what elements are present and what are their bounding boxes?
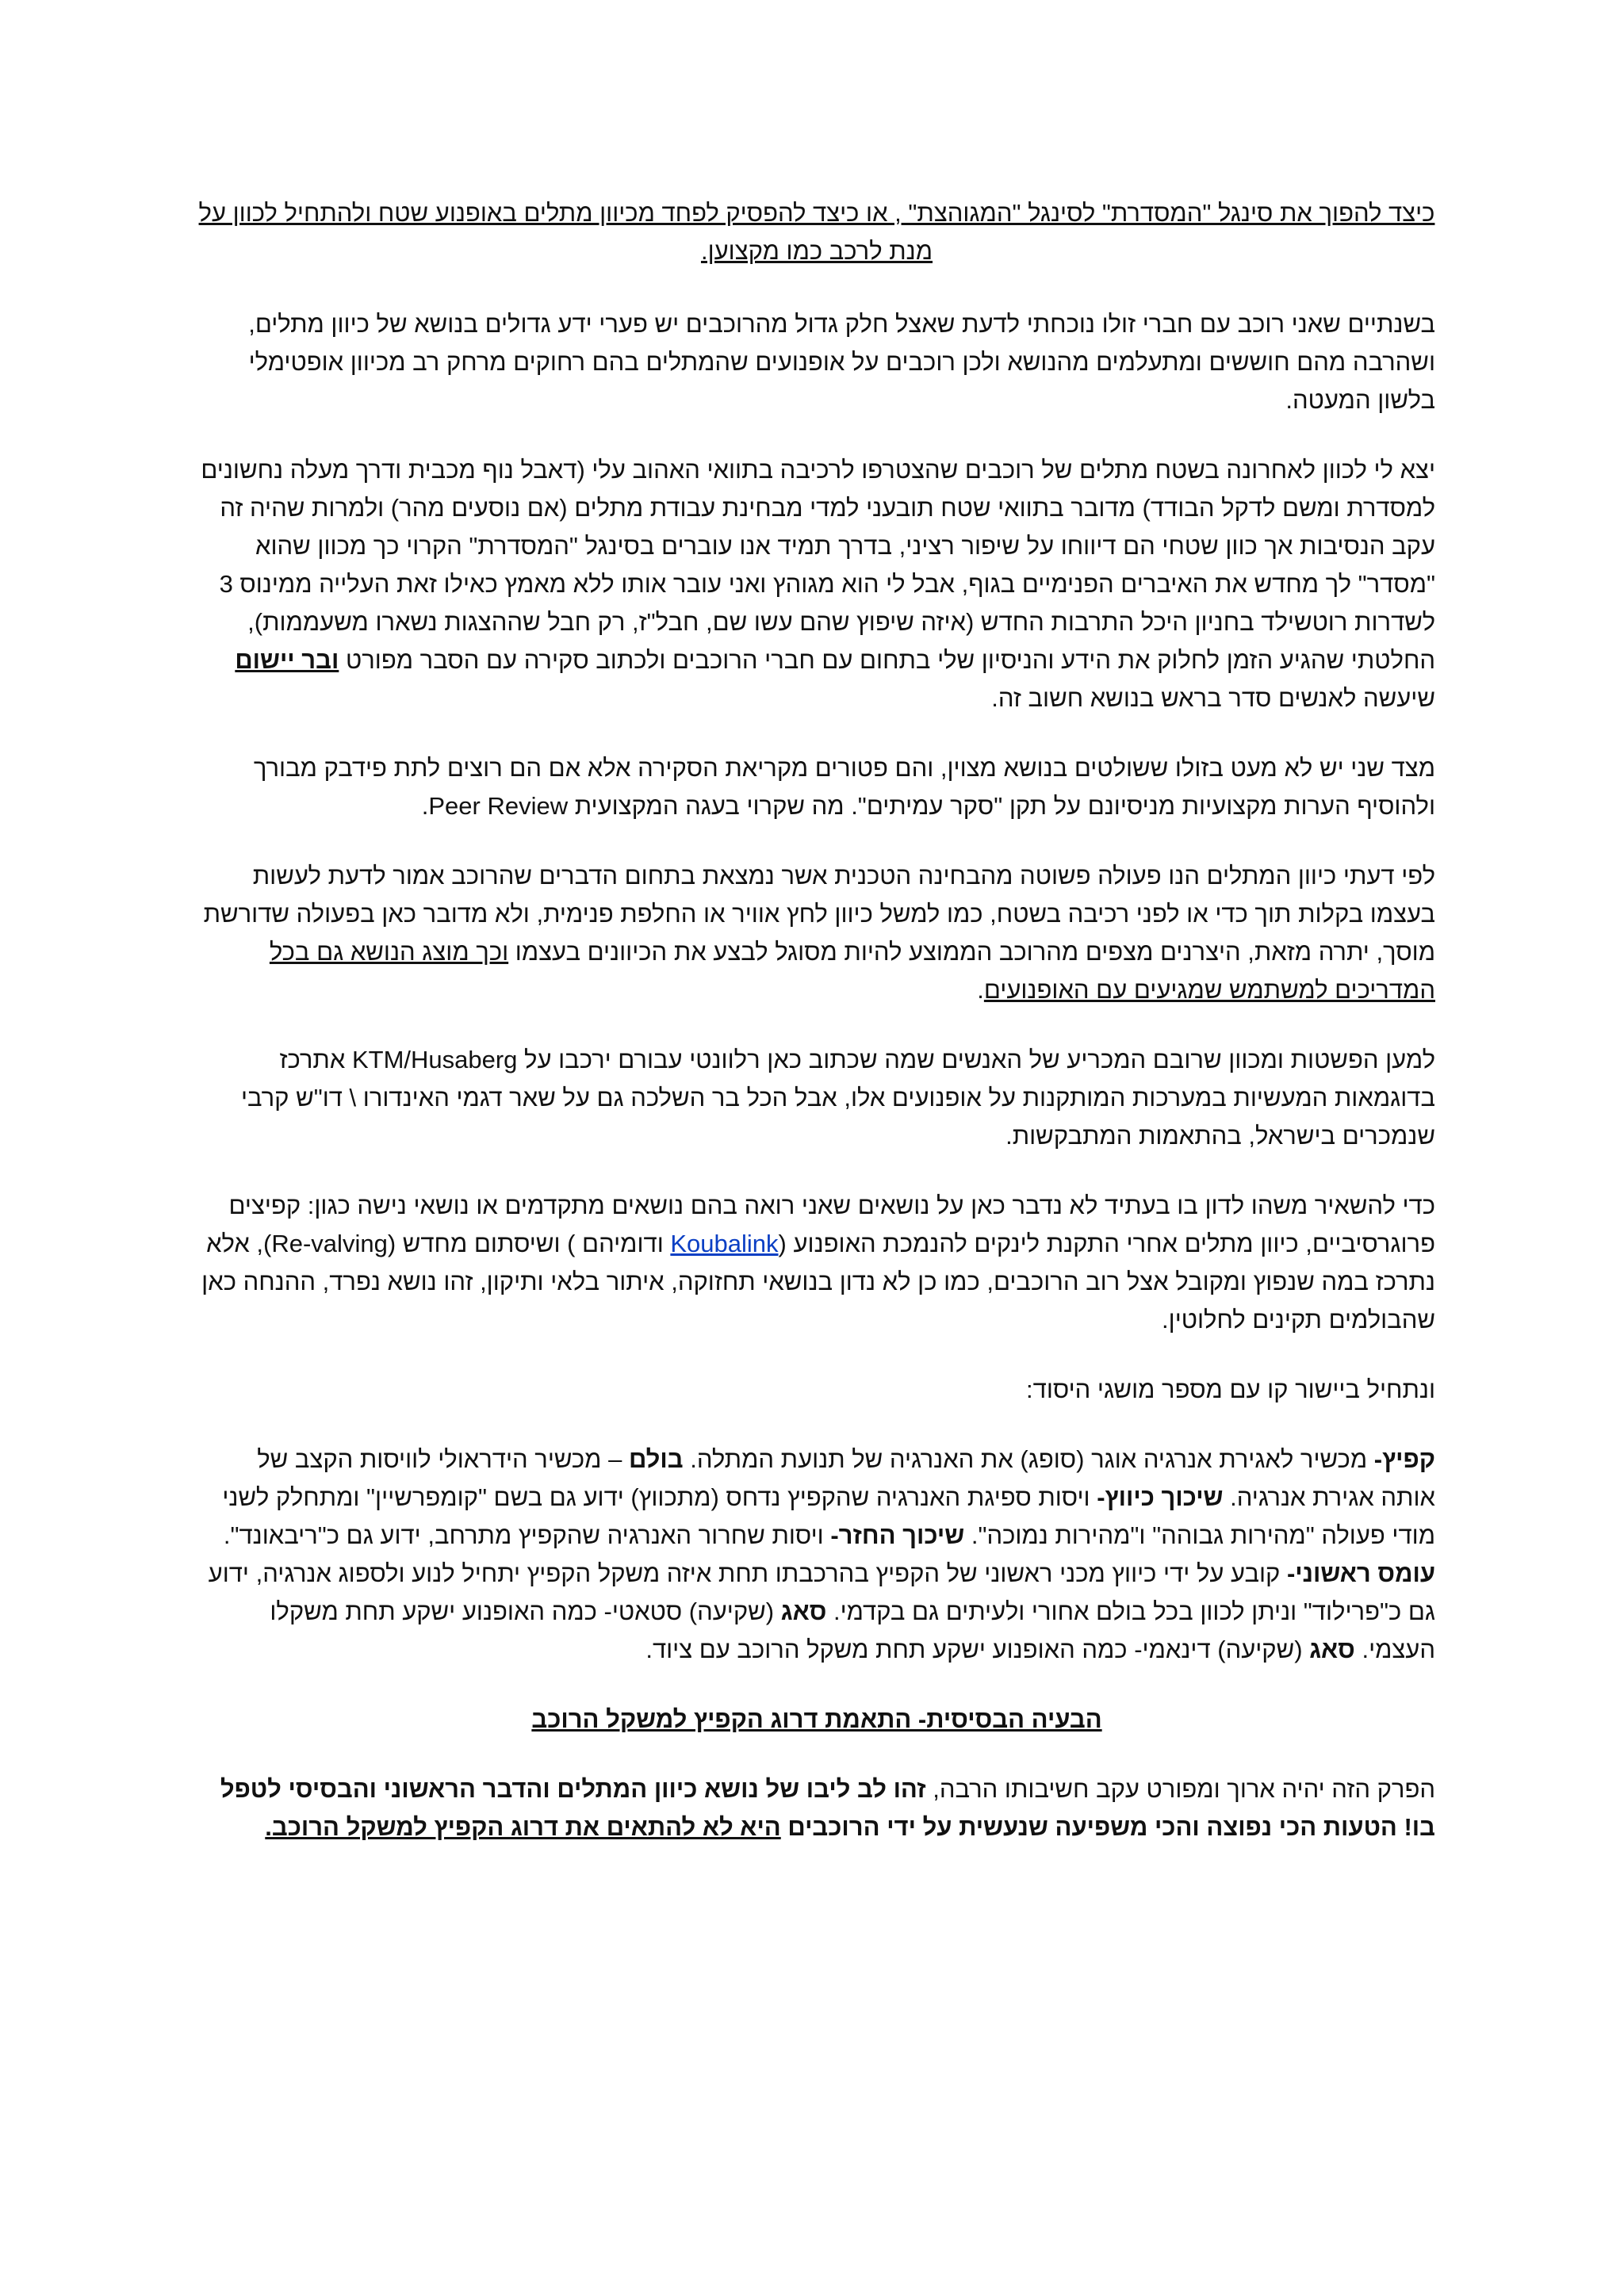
- def-rebound: ויסות שחרור האנרגיה שהקפיץ מתרחב, ידוע גם כ"ריבאונד".: [223, 1521, 824, 1549]
- def-compression: ויסות ספיגת האנרגיה שהקפיץ נדחס (מתכווץ) ידוע גם בשם "קומפרשיין" ומתחלק לשני מודי פעולה "מהירות גבוהה" ו"מהירות נמוכה".: [222, 1483, 1435, 1549]
- paragraph-opinion-text: לפי דעתי כיוון המתלים הנו פעולה פשוטה מהבחינה הטכנית אשר נמצאת בתחום הדברים שהרוכב אמור לדעת לעשות בעצמו בקלות תוך כדי או לפני רכיבה בשטח, כמו למשל כיוון לחץ אוויר או החלפת פנימית, ולא מדובר כאן בפעולה שדורשת מוסך, יתרה מזאת, היצרנים מצפים מהרוכב הממוצע להיות מסוגל לבצע את הכיוונים בעצמו: [203, 862, 1435, 966]
- document-body: [198, 194, 1435, 1878]
- paragraph-opinion: לפי דעתי כיוון המתלים הנו פעולה פשוטה מהבחינה הטכנית אשר נמצאת בתחום הדברים שהרוכב אמור לדעת לעשות בעצמו בקלות תוך כדי או לפני רכיבה בשטח, כמו למשל כיוון לחץ אוויר או החלפת פנימית, ולא מדובר כאן בפעולה שדורשת מוסך, יתרה מזאת, היצרנים מצפים מהרוכב הממוצע להיות מסוגל לבצע את הכיוונים בעצמו וכך מוצג הנושא גם בכל המדריכים למשתמש שמגיעים עם האופנועים.: [203, 862, 1435, 1004]
- paragraph-definitions: [198, 1441, 1435, 1669]
- term-spring: קפיץ-: [1373, 1445, 1435, 1473]
- def-static-sag: (שקיעה) סטאטי- כמה האופנוע ישקע תחת משקלו העצמי.: [270, 1598, 1435, 1663]
- paragraph-background-end: שיעשה לאנשים סדר בראש בנושא חשוב זה.: [991, 684, 1435, 712]
- paragraph-spring-rate: [198, 1770, 1435, 1846]
- term-rebound: שיכוך החזר-: [830, 1521, 965, 1549]
- def-preload: קובע על ידי כיווץ מכני ראשוני של הקפיץ בהרכבתו תחת איזה משקל הקפיץ יתחיל לנוע ולספוג אנרגיה, ידוע גם כ"פרילוד" וניתן לכוון בכל בולם אחורי ולעיתים גם בקדמי.: [208, 1559, 1435, 1625]
- emphasis-practical: ובר יישום: [235, 646, 339, 674]
- term-compression: שיכוך כיווץ-: [1097, 1483, 1224, 1511]
- section-title: הבעיה הבסיסית- התאמת דרוג הקפיץ למשקל הרוכב: [531, 1705, 1102, 1733]
- def-damper: – מכשיר הידראולי לוויסות הקצב של אותה אגירת אנרגיה.: [257, 1445, 1435, 1511]
- paragraph-peer-review-text: מצד שני יש לא מעט בזולו ששולטים בנושא מצוין, והם פטורים מקריאת הסקירה אלא אם הם רוצים לתת פידבק מבורך ולהוסיף הערות מקצועיות מניסיונם על תקן "סקר עמיתים". מה שקרוי בעגה המקצועית: [253, 754, 1435, 820]
- term-revalving: Re-valving: [271, 1230, 388, 1257]
- term-peer-review: Peer Review: [428, 792, 569, 820]
- emphasis-spring-rate: היא לא להתאים את דרוג הקפיץ למשקל הרוכב.: [265, 1813, 781, 1841]
- paragraph-brands-end: אתרכז בדוגמאות המעשיות במערכות המותקנות על אופנועים אלו, אבל הכל בר השלכה גם על שאר דגמי האינדורו \ דו"ש קרבי שנמכרים בישראל, בהתאמות המתבקשות.: [240, 1046, 1435, 1150]
- term-preload: עומס ראשוני-: [1286, 1559, 1435, 1587]
- paragraph-brands: [198, 1041, 1435, 1155]
- paragraph-spring-rate-text: הפרק הזה יהיה ארוך ומפורט עקב חשיבותו הרבה,: [933, 1775, 1435, 1803]
- emphasis-core-topic: זהו לב ליבו של נושא כיוון המתלים והדבר הראשוני והבסיסי לטפל בו! הטעות הכי נפוצה והכי משפיעה שנעשית על ידי הרוכבים: [220, 1775, 1435, 1841]
- term-brand: KTM/Husaberg: [351, 1046, 518, 1073]
- paragraph-brands-text: למען הפשטות ומכוון שרובם המכריע של האנשים שמה שכתוב כאן רלוונטי עבורם ירכבו על: [524, 1046, 1435, 1073]
- document-title: כיצד להפוך את סינגל "המסדרת" לסינגל "המגוהצת" , או כיצד להפסיק לפחד מכיוון מתלים באופנוע שטח ולהתחיל לכוון על מנת לרכב כמו מקצוען.: [198, 199, 1435, 265]
- term-dynamic-sag: סאג: [1309, 1636, 1355, 1663]
- paragraph-scope-end: ), אלא נתרכז במה שנפוץ ומקובל אצל רוב הרוכבים, כמו כן לא נדון בנושאי תחזוקה, איתור בלאי ותיקון, זהו נושא נפרד, ההנחה כאן שהבולמים תקינים לחלוטין.: [201, 1230, 1435, 1334]
- emphasis-user-manuals: וכך מוצג הנושא גם בכל המדריכים למשתמש שמגיעים עם האופנועים: [269, 938, 1435, 1004]
- def-spring: מכשיר לאגירת אנרגיה אוגר (סופג) את האנרגיה של תנועת המתלה.: [690, 1445, 1368, 1473]
- koubalink-link[interactable]: Koubalink: [670, 1230, 779, 1257]
- paragraph-peer-review: מצד שני יש לא מעט בזולו ששולטים בנושא מצוין, והם פטורים מקריאת הסקירה אלא אם הם רוצים לתת פידבק מבורך ולהוסיף הערות מקצועיות מניסיונם על תקן "סקר עמיתים". מה שקרוי בעגה המקצועית Peer Review.: [253, 754, 1435, 820]
- term-damper: בולם: [628, 1445, 684, 1473]
- paragraph-background: [198, 451, 1435, 718]
- paragraph-scope: [198, 1187, 1435, 1339]
- paragraph-background-text: יצא לי לכוון לאחרונה בשטח מתלים של רוכבים שהצטרפו לרכיבה בתוואי האהוב עלי (דאבל נוף מכבית ודרך מעלה נחשונים למסדרת ומשם לדקל הבודד) מדובר בתוואי שטח תובעני למדי מבחינת עבודת מתלים (אם נוסעים מהר) ולמרות שהיה זה עקב הנסיבות אך כוון שטחי הם דיווחו על שיפור רציני, בדרך תמיד אנו עוברים בסינגל "המסדרת" הקרוי כך מכוון שהוא "מסדר" לך מחדש את האיברים הפנימיים בגוף, אבל לי הוא מגוהץ ואני עובר אותו ללא מאמץ כאילו זאת העלייה ממינוס 3 לשדרות רוטשילד בחניון היכל התרבות החדש (איזה שיפוץ שהם עשו שם, חבל"ז, רק חבל שההצגות נשארו משעממות), החלטתי שהגיע הזמן לחלוק את הידע והניסיון שלי בתחום עם חברי הרוכבים ולכתוב סקירה עם הסבר מפורט: [201, 456, 1435, 674]
- def-dynamic-sag: (שקיעה) דינאמי- כמה האופנוע ישקע תחת משקל הרוכב עם ציוד.: [645, 1636, 1303, 1663]
- paragraph-scope-text: כדי להשאיר משהו לדון בו בעתיד לא נדבר כאן על נושאים שאני רואה בהם נושאים מתקדמים או נושאי נישה כגון: קפיצים פרוגרסיביים, כיוון מתלים אחרי התקנת לינקים להנמכת האופנוע (: [228, 1192, 1435, 1257]
- paragraph-basics-intro: ונתחיל ביישור קו עם מספר מושגי היסוד:: [1026, 1376, 1435, 1403]
- term-static-sag: סאג: [780, 1598, 827, 1625]
- paragraph-intro: בשנתיים שאני רוכב עם חברי זולו נוכחתי לדעת שאצל חלק גדול מהרוכבים יש פערי ידע גדולים בנושא של כיוון מתלים, ושהרבה מהם חוששים ומתעלמים מהנושא ולכן רוכבים על אופנועים שהמתלים בהם רחוקים מרחק רב מכיוון אופטימלי בלשון המעטה.: [248, 310, 1435, 414]
- paragraph-scope-mid: ודומיהם ) ושיסתום מחדש (: [387, 1230, 664, 1257]
